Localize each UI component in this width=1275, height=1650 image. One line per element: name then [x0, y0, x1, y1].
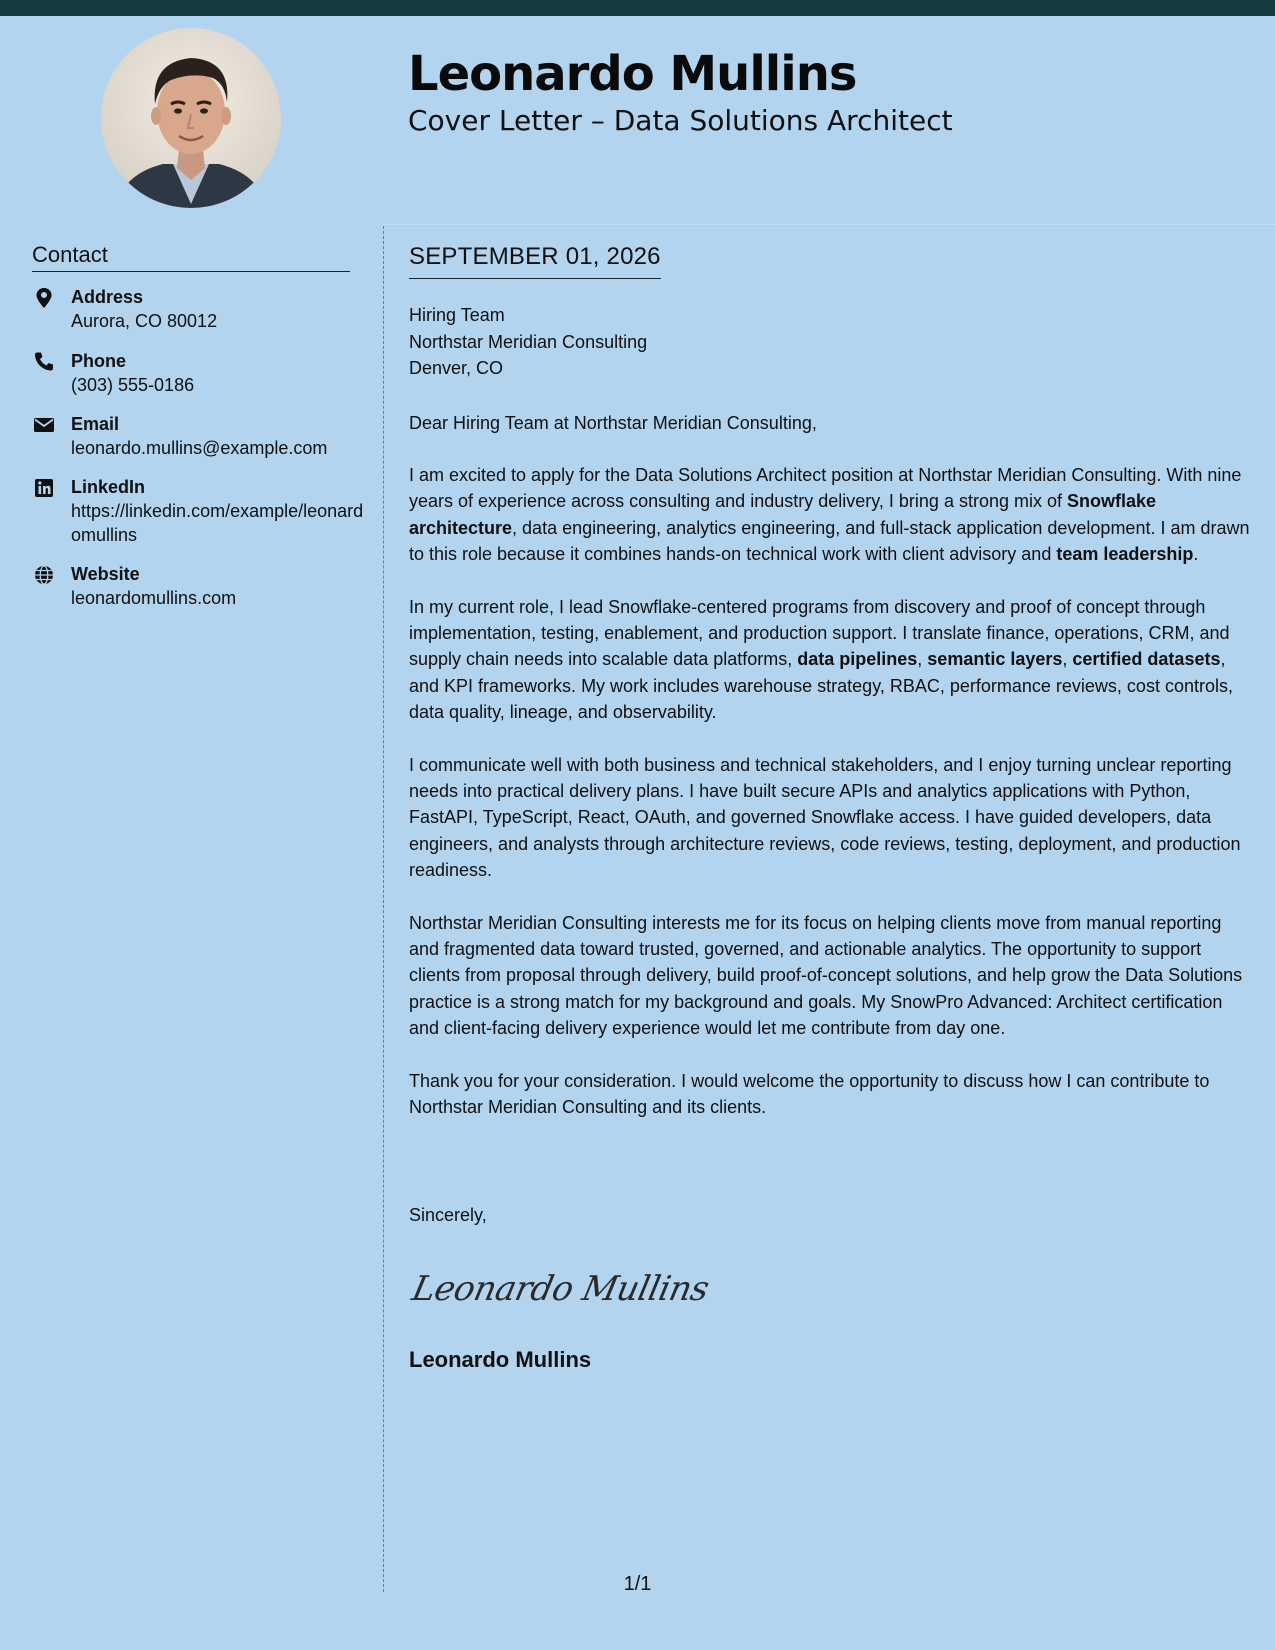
envelope-icon: [32, 414, 58, 436]
phone-icon: [32, 351, 58, 373]
header-divider: [383, 224, 1275, 225]
profile-photo: [101, 28, 281, 208]
paragraph-text: In my current role, I lead Snowflake-centered programs from discovery and proof of concept through implementation, testing, enablement, and production support. I translate finance, operations, CRM, and supply chain needs into scalable data platforms,: [409, 596, 1230, 670]
contact-value: Aurora, CO 80012: [71, 311, 218, 331]
contact-heading: Contact: [32, 240, 350, 272]
candidate-name: Leonardo Mullins: [408, 46, 857, 102]
letter-paragraph: [409, 594, 1251, 725]
map-pin-icon: [32, 287, 58, 309]
emphasis-text: Snowflake architecture: [409, 491, 1157, 538]
paragraph-text: , data engineering, analytics engineering, and full-stack application development. I am drawn to this role because it combines hands-on technical work with client advisory and: [409, 517, 1250, 564]
closing: Sincerely,: [409, 1205, 487, 1225]
recipient-block: [409, 302, 647, 382]
letter-paragraph: [409, 462, 1251, 567]
contact-label: Address: [71, 287, 144, 307]
contact-label: Phone: [71, 351, 127, 371]
contact-label: Email: [71, 414, 120, 434]
emphasis-text: certified datasets: [1072, 649, 1221, 670]
contact-value[interactable]: leonardomullins.com: [71, 588, 237, 608]
salutation: Dear Hiring Team at Northstar Meridian Consulting,: [409, 413, 817, 433]
linkedin-icon: [32, 477, 58, 499]
paragraph-text: ,: [1062, 649, 1073, 670]
contact-label: LinkedIn: [71, 477, 146, 497]
column-divider: [383, 226, 384, 1592]
emphasis-text: data pipelines: [797, 649, 918, 670]
contact-value[interactable]: leonardo.mullins@example.com: [71, 438, 328, 458]
recipient-line: Hiring Team: [409, 305, 505, 325]
letter-paragraph: [409, 752, 1251, 883]
top-bar: [0, 0, 1275, 16]
globe-icon: [32, 564, 58, 586]
contact-value[interactable]: https://linkedin.com/example/leonardomullins: [71, 501, 364, 545]
letter-paragraph: [409, 910, 1251, 1041]
recipient-line: Denver, CO: [409, 358, 504, 378]
signer-name: Leonardo Mullins: [409, 1347, 592, 1372]
contact-label: Website: [71, 564, 140, 584]
letter-body: [409, 462, 1251, 1147]
letter-paragraph: [409, 1068, 1251, 1121]
page-number: 1/1: [623, 1573, 652, 1595]
paragraph-text: .: [1193, 543, 1199, 564]
paragraph-text: , and KPI frameworks. My work includes warehouse strategy, RBAC, performance reviews, cost controls, data quality, lineage, and observability.: [409, 649, 1233, 722]
paragraph-text: Northstar Meridian Consulting interests me for its focus on helping clients move from manual reporting and fragmented data toward trusted, governed, and actionable analytics. The opportunity to support clients from proposal through delivery, build proof-of-concept solutions, and help grow the Data Solutions practice is a strong match for my background and goals. My SnowPro Advanced: Architect certification and client-facing delivery experience would let me contribute from day one.: [409, 912, 1243, 1038]
document-subtitle: Cover Letter – Data Solutions Architect: [408, 104, 953, 137]
paragraph-text: ,: [917, 649, 928, 670]
emphasis-text: team leadership: [1056, 543, 1194, 564]
emphasis-text: semantic layers: [927, 649, 1063, 670]
recipient-line: Northstar Meridian Consulting: [409, 331, 648, 352]
signature-text: Leonardo Mullins: [409, 1269, 709, 1309]
handwritten-signature: [409, 1260, 709, 1327]
contact-value: (303) 555-0186: [71, 375, 195, 395]
paragraph-text: Thank you for your consideration. I would welcome the opportunity to discuss how I can contribute to Northstar Meridian Consulting and its clients.: [409, 1070, 1210, 1117]
letter-date: SEPTEMBER 01, 2026: [409, 242, 661, 279]
paragraph-text: I communicate well with both business and technical stakeholders, and I enjoy turning unclear reporting needs into practical delivery plans. I have built secure APIs and analytics applications with Python, FastAPI, TypeScript, React, OAuth, and governed Snowflake access. I have guided developers, data engineers, and analysts through architecture reviews, code reviews, testing, deployment, and production readiness.: [409, 754, 1241, 880]
paragraph-text: I am excited to apply for the Data Solutions Architect position at Northstar Meridian Consulting. With nine years of experience across consulting and industry delivery, I bring a strong mix of: [409, 465, 1242, 512]
